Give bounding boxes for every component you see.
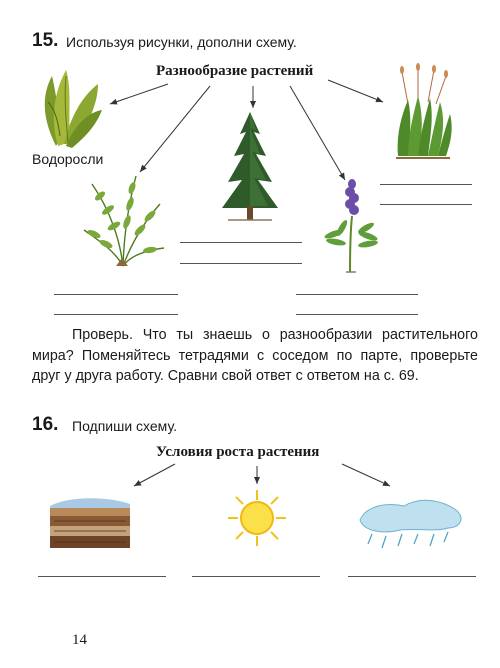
sun-icon bbox=[226, 488, 288, 548]
scheme-title-growth-conditions: Условия роста растения bbox=[156, 444, 320, 460]
check-text: Что ты знаешь о разнообразии растительного мира? Поменяйтесь тетрадями с соседом по парте, проверьте друг у друга работу. Сравни свой ответ с ответом на с. 69. bbox=[32, 327, 478, 384]
answer-line-water[interactable] bbox=[348, 576, 476, 577]
algae-label: Водоросли bbox=[32, 151, 104, 167]
task-16-number: 16. bbox=[32, 414, 59, 435]
check-lead: Проверь. bbox=[72, 327, 133, 343]
task-15-instruction: Используя рисунки, дополни схему. bbox=[66, 34, 297, 50]
soil-icon bbox=[48, 492, 132, 552]
task-16-instruction: Подпиши схему. bbox=[72, 418, 177, 434]
water-icon bbox=[356, 494, 466, 552]
task-15-number: 15. bbox=[32, 30, 59, 51]
answer-line-sun[interactable] bbox=[192, 576, 320, 577]
answer-line-soil[interactable] bbox=[38, 576, 166, 577]
page-number: 14 bbox=[72, 632, 87, 648]
scheme-title-plant-diversity: Разнообразие растений bbox=[156, 63, 314, 79]
